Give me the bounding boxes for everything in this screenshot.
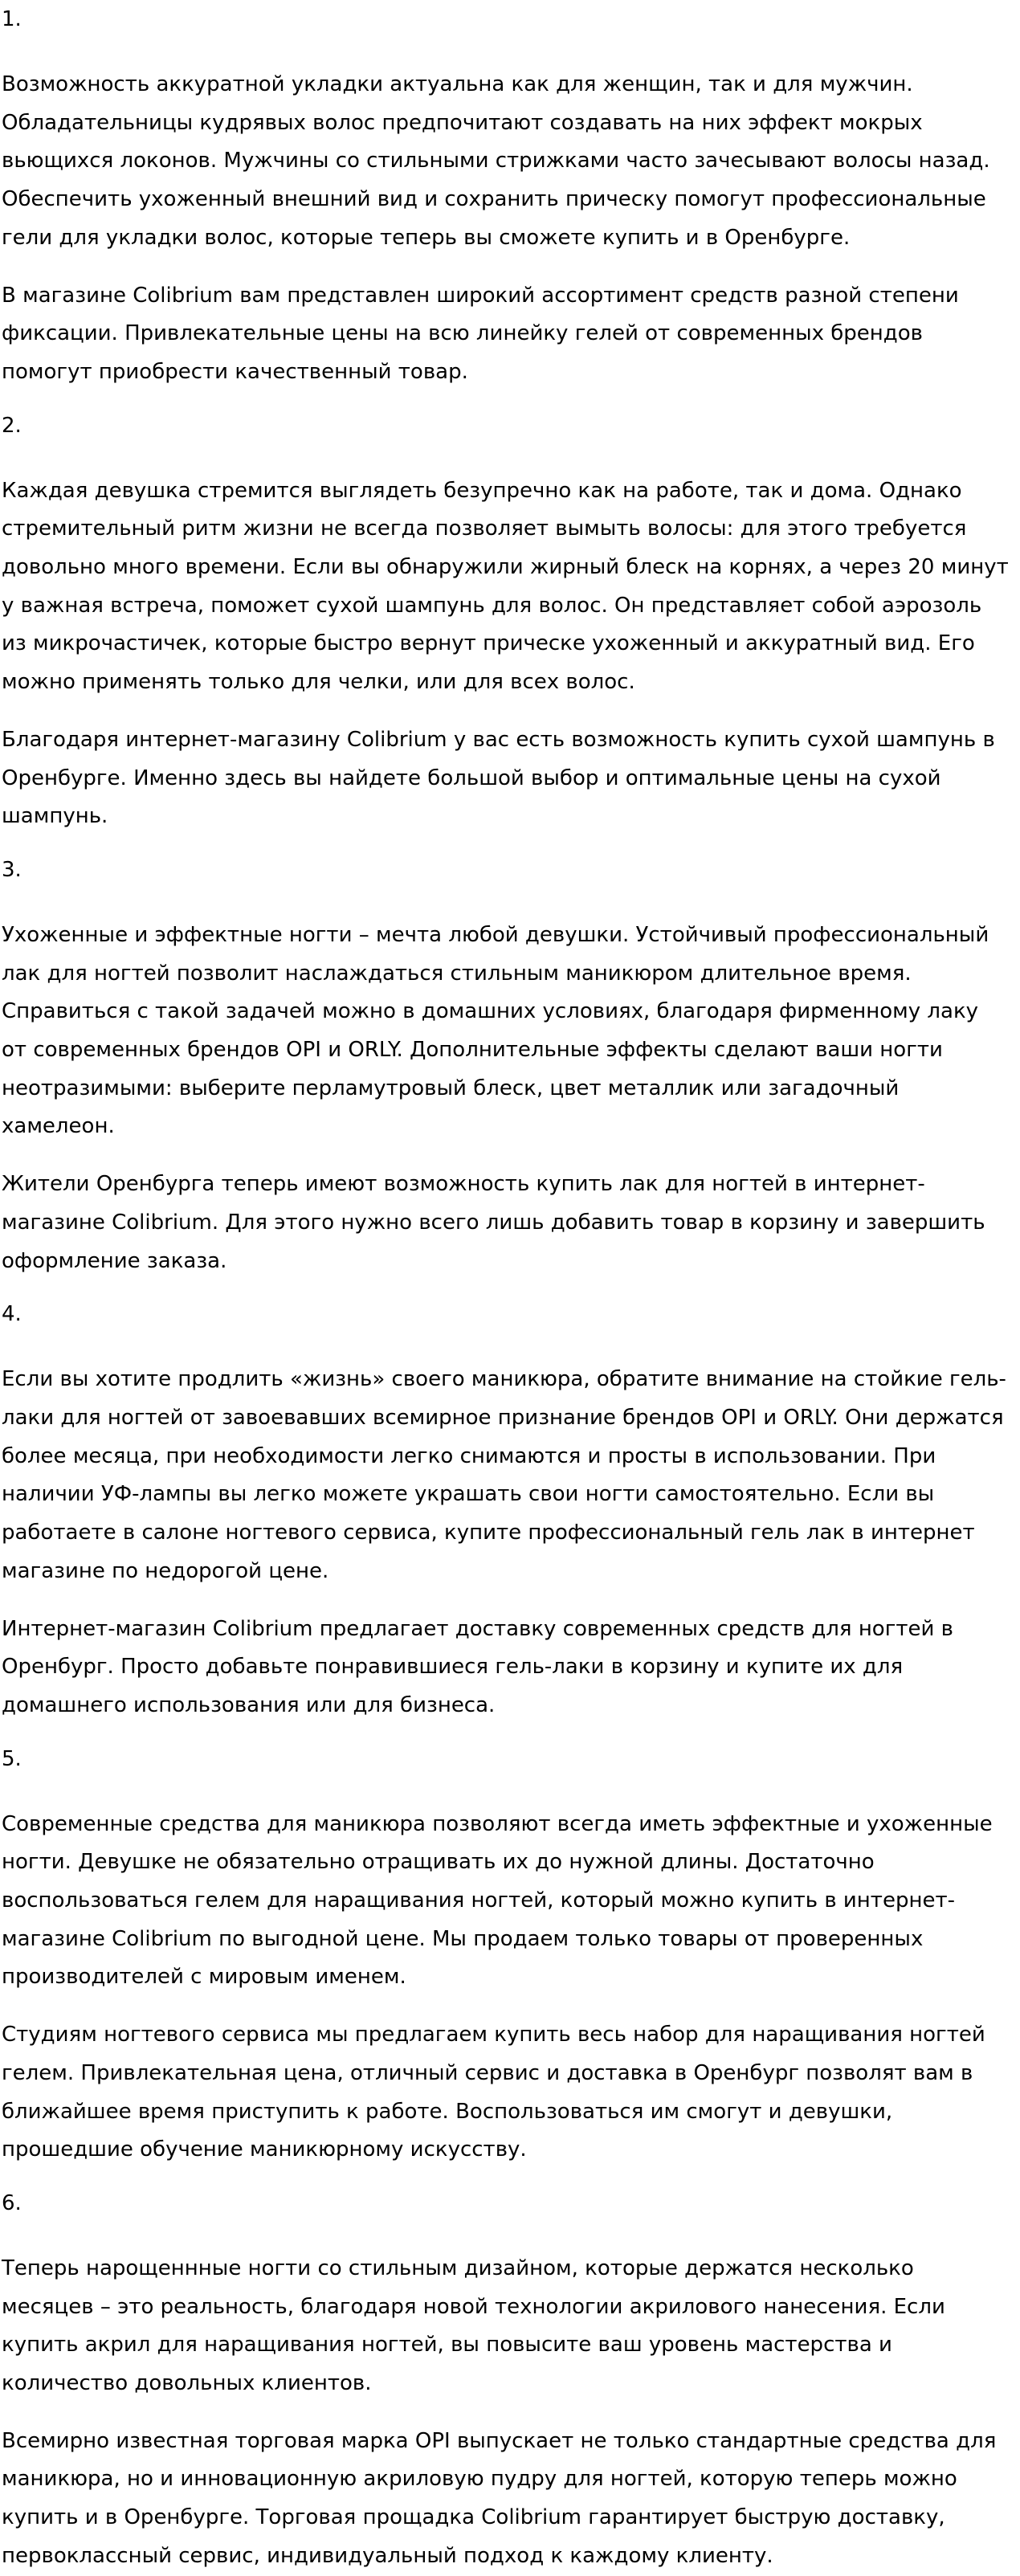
- paragraph: В магазине Colibrium вам представлен широкий ассортимент средств разной степени фиксации. Привлекательные цены на всю линейку гелей от современных брендов помогут приобрести качественный товар.: [2, 283, 959, 384]
- section-3: [2, 855, 1009, 1280]
- section-4: [2, 1300, 1009, 1725]
- paragraph: Если вы хотите продлить «жизнь» своего маникюра, обратите внимание на стойкие гель-лаки для ногтей от завоевавших всемирное признание брендов OPI и ORLY. Они держатся более месяца, при необходимости легко снимаются и просты в использовании. При наличии УФ-лампы вы легко можете украшать свои ногти самостоятельно. Если вы работаете в салоне ногтевого сервиса, купите профессиональный гель лак в интернет магазине по недорогой цене.: [2, 1367, 1006, 1583]
- section-number: 6.: [2, 2190, 22, 2215]
- document: [0, 5, 1009, 2576]
- paragraph: Благодаря интернет-магазину Colibrium у вас есть возможность купить сухой шампунь в Оренбурге. Именно здесь вы найдете большой выбор и оптимальные цены на сухой шампунь.: [2, 727, 995, 829]
- paragraph: Теперь нарощеннные ногти со стильным дизайном, которые держатся несколько месяцев – это реальность, благодаря новой технологии акрилового нанесения. Если купить акрил для наращивания ногтей, вы повысите ваш уровень мастерства и количество довольных клиентов.: [2, 2256, 945, 2396]
- paragraph: Возможность аккуратной укладки актуальна как для женщин, так и для мужчин. Обладательницы кудрявых волос предпочитают создавать на них эффект мокрых вьющихся локонов. Мужчины со стильными стрижками часто зачесывают волосы назад. Обеспечить ухоженный внешний вид и сохранить прическу помогут профессиональные гели для укладки волос, которые теперь вы сможете купить и в Оренбурге.: [2, 72, 990, 250]
- section-6: [2, 2189, 1009, 2576]
- paragraph: Студиям ногтевого сервиса мы предлагаем купить весь набор для наращивания ногтей гелем. Привлекательная цена, отличный сервис и доставка в Оренбург позволят вам в ближайшее время приступить к работе. Воспользоваться им смогут и девушки, прошедшие обучение маникюрному искусству.: [2, 2023, 985, 2162]
- paragraph: Каждая девушка стремится выглядеть безупречно как на работе, так и дома. Однако стремительный ритм жизни не всегда позволяет вымыть волосы: для этого требуется довольно много времени. Если вы обнаружили жирный блеск на корнях, а через 20 минут у важная встреча, поможет сухой шампунь для волос. Он представляет собой аэрозоль из микрочастичек, которые быстро вернут прическе ухоженный и аккуратный вид. Его можно применять только для челки, или для всех волос.: [2, 478, 1009, 695]
- paragraph: Ухоженные и эффектные ногти – мечта любой девушки. Устойчивый профессиональный лак для ногтей позволит наслаждаться стильным маникюром длительное время. Справиться с такой задачей можно в домашних условиях, благодаря фирменному лаку от современных брендов OPI и ORLY. Дополнительные эффекты сделают ваши ногти неотразимыми: выберите перламутровый блеск, цвет металлик или загадочный хамелеон.: [2, 922, 989, 1139]
- section-number: 5.: [2, 1746, 22, 1771]
- paragraph: Жители Оренбурга теперь имеют возможность купить лак для ногтей в интернет-магазине Colibrium. Для этого нужно всего лишь добавить товар в корзину и завершить оформление заказа.: [2, 1172, 985, 1273]
- paragraph: Всемирно известная торговая марка OPI выпускает не только стандартные средства для маникюра, но и инновационную акриловую пудру для ногтей, которую теперь можно купить и в Оренбурге. Торговая прощадка Colibrium гарантирует быструю доставку, первоклассный сервис, индивидуальный подход к каждому клиенту.: [2, 2428, 997, 2568]
- section-5: [2, 1745, 1009, 2170]
- paragraph: Современные средства для маникюра позволяют всегда иметь эффектные и ухоженные ногти. Девушке не обязательно отращивать их до нужной длины. Достаточно воспользоваться гелем для наращивания ногтей, который можно купить в интернет-магазине Colibrium по выгодной цене. Мы продаем только товары от проверенных производителей с мировым именем.: [2, 1811, 993, 1990]
- section-number: 3.: [2, 857, 22, 882]
- section-number: 1.: [2, 7, 22, 31]
- section-number: 4.: [2, 1302, 22, 1327]
- paragraph: Интернет-магазин Colibrium предлагает доставку современных средств для ногтей в Оренбург. Просто добавьте понравившиеся гель-лаки в корзину и купите их для домашнего использования или для бизнеса.: [2, 1616, 954, 1717]
- section-number: 2.: [2, 413, 22, 438]
- section-2: [2, 411, 1009, 836]
- section-1: [2, 5, 1009, 392]
